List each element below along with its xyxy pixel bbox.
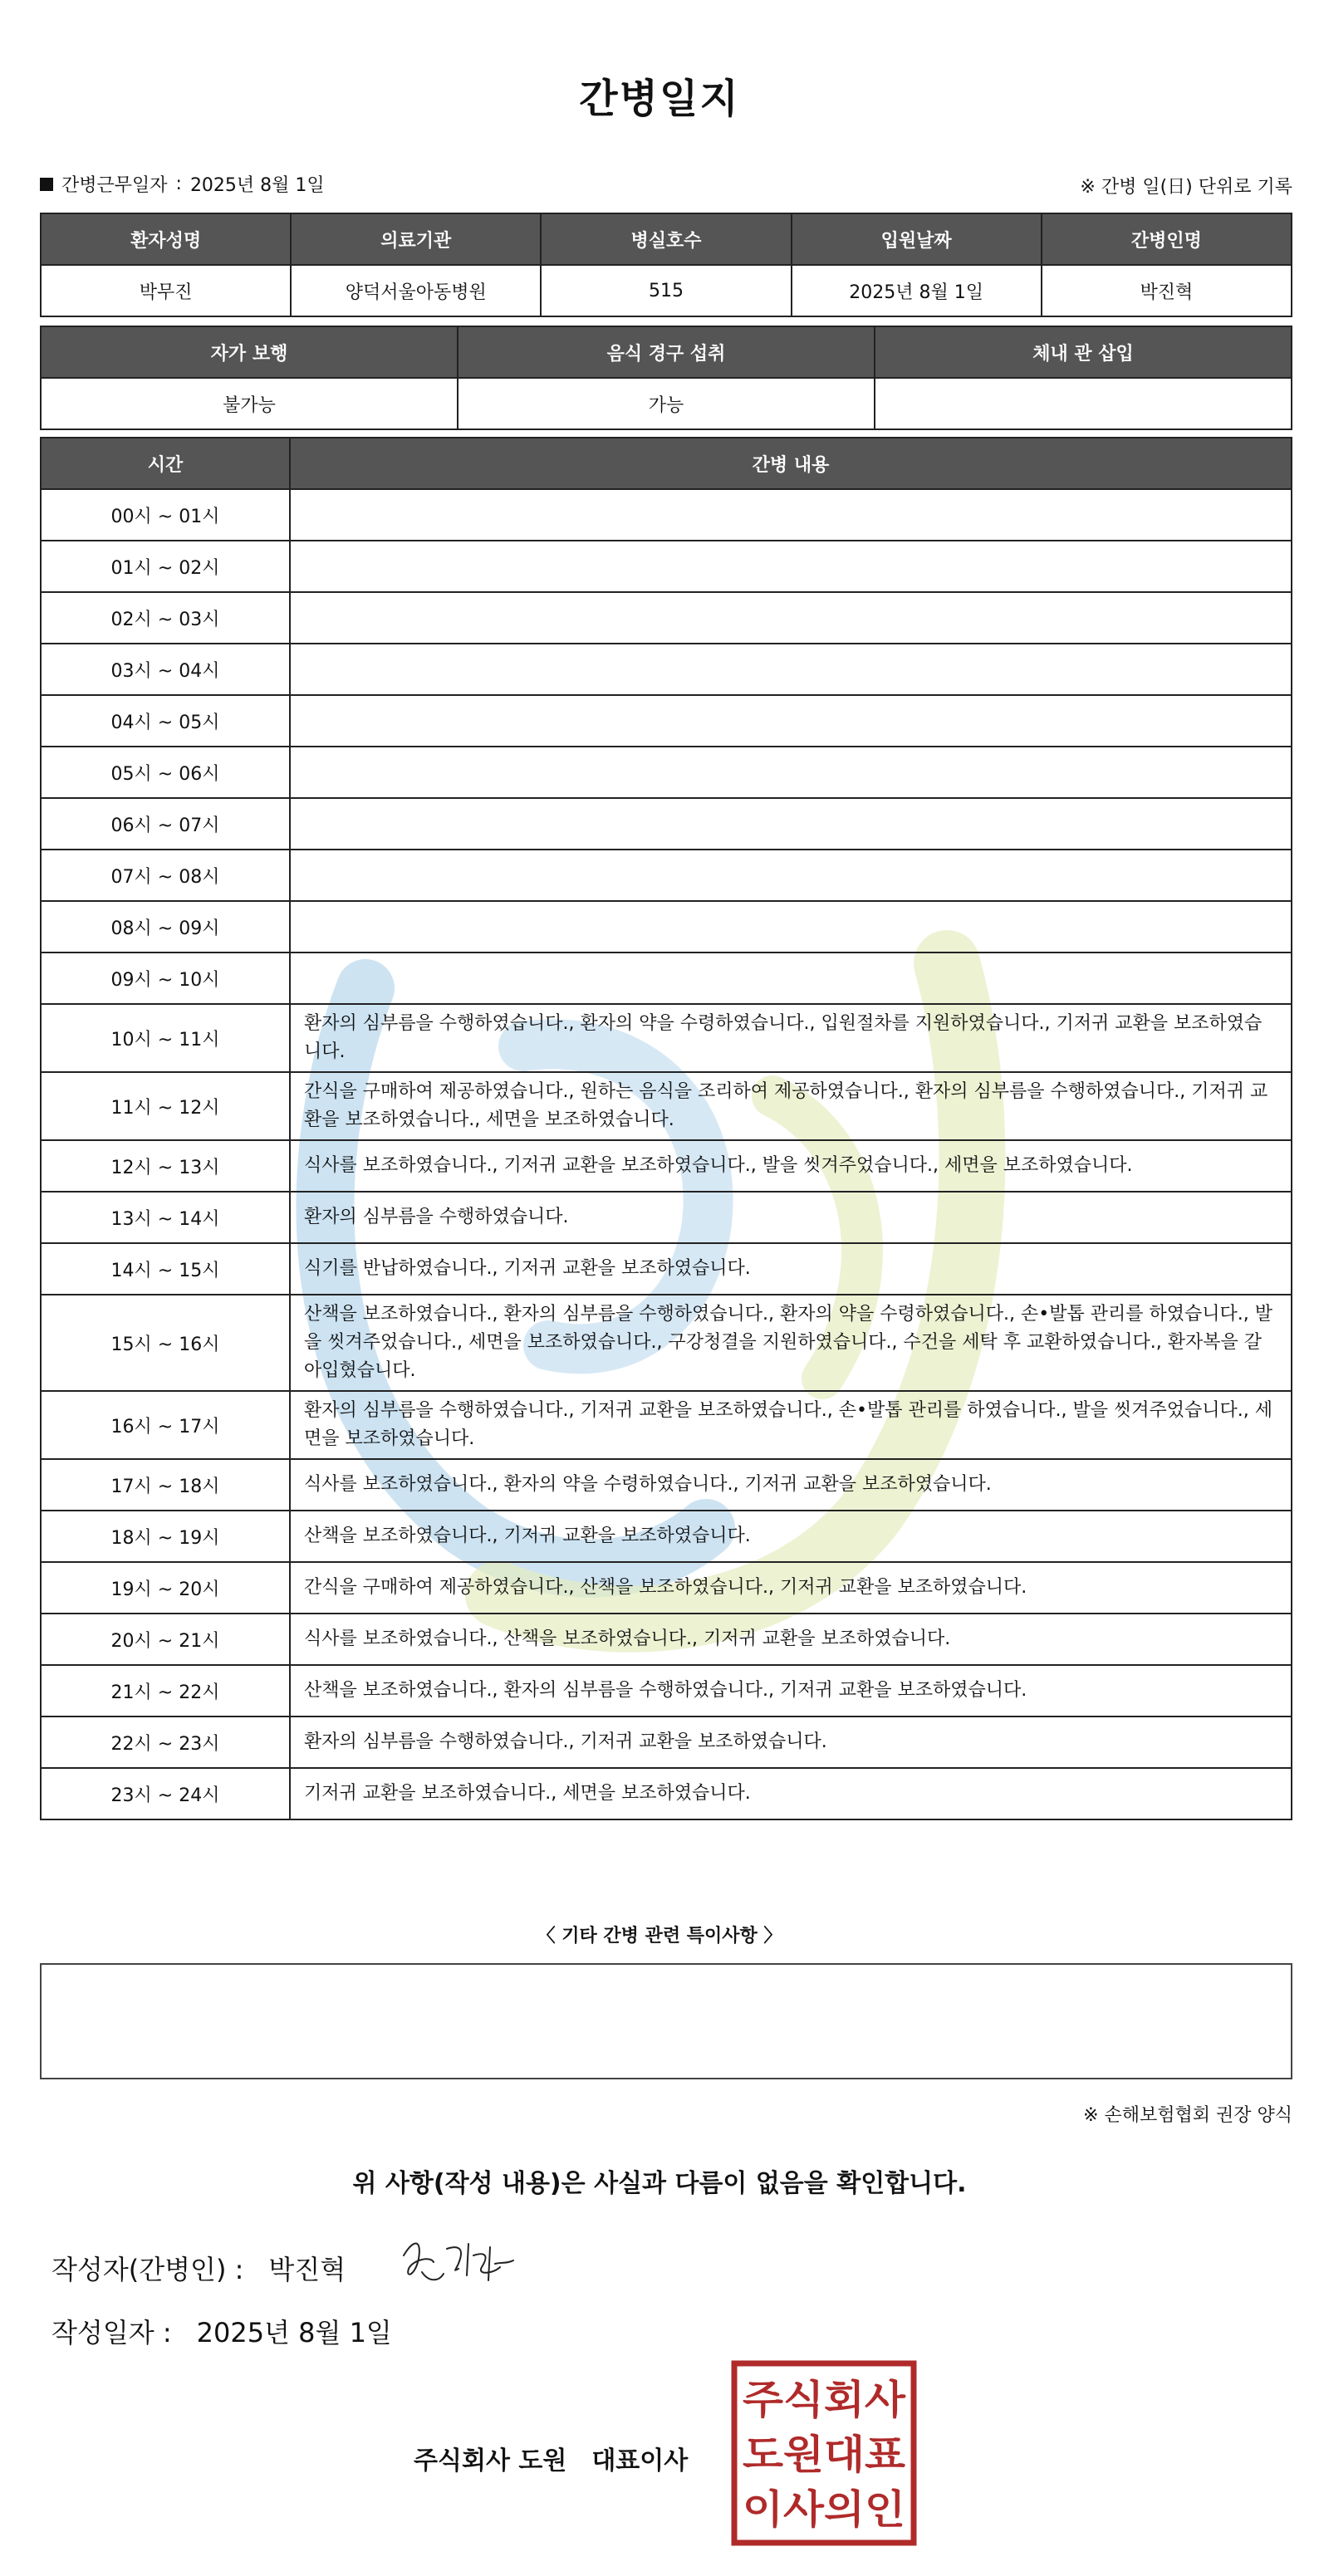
log-content-cell: 식사를 보조하였습니다., 환자의 약을 수령하였습니다., 기저귀 교환을 보조하였습니다. — [290, 1459, 1292, 1511]
log-row — [41, 1004, 1292, 1072]
log-content-cell — [290, 901, 1292, 953]
room-number-value: 515 — [541, 265, 791, 316]
caregiver-name-value: 박진혁 — [1042, 265, 1292, 316]
log-content-cell: 산책을 보조하였습니다., 환자의 심부름을 수행하였습니다., 기저귀 교환을 보조하였습니다. — [290, 1665, 1292, 1717]
document-title: 간병일지 — [579, 76, 740, 122]
log-content-cell — [290, 798, 1292, 850]
log-content-cell — [290, 489, 1292, 541]
company-line — [414, 2440, 688, 2476]
log-time-cell: 12시 ~ 13시 — [41, 1140, 290, 1192]
log-row — [41, 798, 1292, 850]
log-row — [41, 901, 1292, 953]
log-row — [41, 541, 1292, 592]
write-date-value: 2025년 8월 1일 — [196, 2317, 392, 2348]
log-time-cell: 19시 ~ 20시 — [41, 1562, 290, 1614]
tube-insertion-value — [875, 378, 1292, 429]
patient-status-table — [40, 326, 1292, 430]
header-self-walking: 자가 보행 — [41, 326, 458, 378]
oral-intake-value: 가능 — [458, 378, 875, 429]
log-time-cell: 00시 ~ 01시 — [41, 489, 290, 541]
header-time: 시간 — [41, 438, 290, 489]
care-log-table — [40, 437, 1292, 1820]
log-row — [41, 850, 1292, 901]
header-patient-name: 환자성명 — [41, 213, 291, 265]
log-content-cell — [290, 747, 1292, 798]
log-row — [41, 644, 1292, 695]
log-row — [41, 1511, 1292, 1562]
log-content-cell — [290, 850, 1292, 901]
company-seal — [729, 2358, 919, 2548]
log-time-cell: 21시 ~ 22시 — [41, 1665, 290, 1717]
log-row — [41, 1665, 1292, 1717]
self-walking-value: 불가능 — [41, 378, 458, 429]
log-time-cell: 10시 ~ 11시 — [41, 1004, 290, 1072]
seal-text-line: 이사의인 — [743, 2486, 905, 2533]
log-content-cell: 환자의 심부름을 수행하였습니다., 기저귀 교환을 보조하였습니다. — [290, 1717, 1292, 1768]
recommend-note: ※ 손해보험협회 권장 양식 — [1083, 2105, 1292, 2126]
log-row — [41, 1391, 1292, 1459]
log-time-cell: 14시 ~ 15시 — [41, 1243, 290, 1295]
patient-value-row — [41, 265, 1292, 316]
log-row — [41, 953, 1292, 1004]
patient-info-table — [40, 213, 1292, 317]
log-row — [41, 1192, 1292, 1243]
special-notes-box — [40, 1963, 1292, 2079]
log-row — [41, 489, 1292, 541]
log-time-cell: 22시 ~ 23시 — [41, 1717, 290, 1768]
log-time-cell: 05시 ~ 06시 — [41, 747, 290, 798]
log-time-cell: 17시 ~ 18시 — [41, 1459, 290, 1511]
log-time-cell: 15시 ~ 16시 — [41, 1295, 290, 1391]
log-row — [41, 1140, 1292, 1192]
unit-note: ※ 간병 일(日) 단위로 기록 — [1080, 177, 1292, 198]
log-row — [41, 1768, 1292, 1819]
log-content-cell: 환자의 심부름을 수행하였습니다., 기저귀 교환을 보조하였습니다., 손•발톱 관리를 하였습니다., 발을 씻겨주었습니다., 세면을 보조하였습니다. — [290, 1391, 1292, 1459]
admission-date-value: 2025년 8월 1일 — [792, 265, 1042, 316]
patient-header-row — [41, 213, 1292, 265]
log-time-cell: 23시 ~ 24시 — [41, 1768, 290, 1819]
seal-text-line: 주식회사 — [743, 2377, 906, 2423]
log-content-cell: 식사를 보조하였습니다., 기저귀 교환을 보조하였습니다., 발을 씻겨주었습니다., 세면을 보조하였습니다. — [290, 1140, 1292, 1192]
header-admission-date: 입원날짜 — [792, 213, 1042, 265]
writer-line — [51, 2249, 346, 2287]
status-header-row — [41, 326, 1292, 378]
header-hospital: 의료기관 — [291, 213, 541, 265]
log-content-cell: 산책을 보조하였습니다., 환자의 심부름을 수행하였습니다., 환자의 약을 수령하였습니다., 손•발톱 관리를 하였습니다., 발을 씻겨주었습니다., 세면을 보조하였습니다., 구강청결을 지원하였습니다., 수건을 세탁 후 교환하였습니다., 환자복을 갈아입혔습니다. — [290, 1295, 1292, 1391]
log-content-cell: 식기를 반납하였습니다., 기저귀 교환을 보조하였습니다. — [290, 1243, 1292, 1295]
log-content-cell — [290, 541, 1292, 592]
special-notes-title: 〈 기타 간병 관련 특이사항 〉 — [537, 1926, 782, 1947]
work-date-label: 간병근무일자 — [61, 175, 168, 196]
log-row — [41, 1295, 1292, 1391]
company-title: 대표이사 — [591, 2446, 689, 2476]
log-time-cell: 06시 ~ 07시 — [41, 798, 290, 850]
header-caregiver-name: 간병인명 — [1042, 213, 1292, 265]
log-time-cell: 02시 ~ 03시 — [41, 592, 290, 644]
log-time-cell: 09시 ~ 10시 — [41, 953, 290, 1004]
log-content-cell: 산책을 보조하였습니다., 기저귀 교환을 보조하였습니다. — [290, 1511, 1292, 1562]
log-time-cell: 20시 ~ 21시 — [41, 1614, 290, 1665]
log-row — [41, 695, 1292, 747]
log-time-cell: 04시 ~ 05시 — [41, 695, 290, 747]
log-header-row — [41, 438, 1292, 489]
company-name: 주식회사 도원 — [414, 2446, 567, 2476]
log-row — [41, 1243, 1292, 1295]
signature-image — [397, 2231, 522, 2297]
log-content-cell — [290, 592, 1292, 644]
bullet-square-icon — [40, 178, 53, 191]
log-content-cell — [290, 695, 1292, 747]
log-content-cell — [290, 644, 1292, 695]
header-tube-insertion: 체내 관 삽입 — [875, 326, 1292, 378]
patient-name-value: 박무진 — [41, 265, 291, 316]
log-time-cell: 01시 ~ 02시 — [41, 541, 290, 592]
log-time-cell: 13시 ~ 14시 — [41, 1192, 290, 1243]
log-content-cell: 간식을 구매하여 제공하였습니다., 원하는 음식을 조리하여 제공하였습니다., 환자의 심부름을 수행하였습니다., 기저귀 교환을 보조하였습니다., 세면을 보조하였습니다. — [290, 1072, 1292, 1140]
write-date-label: 작성일자 : — [51, 2317, 172, 2348]
work-date-value: 2025년 8월 1일 — [189, 175, 325, 196]
log-row — [41, 1072, 1292, 1140]
writer-label: 작성자(간병인) : — [51, 2254, 244, 2285]
log-time-cell: 16시 ~ 17시 — [41, 1391, 290, 1459]
log-time-cell: 11시 ~ 12시 — [41, 1072, 290, 1140]
log-time-cell: 18시 ~ 19시 — [41, 1511, 290, 1562]
log-content-cell: 환자의 심부름을 수행하였습니다., 환자의 약을 수령하였습니다., 입원절차를 지원하였습니다., 기저귀 교환을 보조하였습니다. — [290, 1004, 1292, 1072]
writer-name: 박진혁 — [268, 2254, 346, 2285]
log-content-cell — [290, 953, 1292, 1004]
log-row — [41, 592, 1292, 644]
log-row — [41, 1459, 1292, 1511]
seal-text-line: 도원대표 — [743, 2432, 906, 2478]
work-date-line — [40, 171, 325, 197]
log-content-cell: 간식을 구매하여 제공하였습니다., 산책을 보조하였습니다., 기저귀 교환을 보조하였습니다. — [290, 1562, 1292, 1614]
status-value-row — [41, 378, 1292, 429]
log-time-cell: 08시 ~ 09시 — [41, 901, 290, 953]
write-date-line — [51, 2312, 392, 2350]
header-oral-intake: 음식 경구 섭취 — [458, 326, 875, 378]
log-row — [41, 1717, 1292, 1768]
header-care-content: 간병 내용 — [290, 438, 1292, 489]
log-content-cell: 기저귀 교환을 보조하였습니다., 세면을 보조하였습니다. — [290, 1768, 1292, 1819]
header-room-number: 병실호수 — [541, 213, 791, 265]
confirmation-statement: 위 사항(작성 내용)은 사실과 다름이 없음을 확인합니다. — [352, 2169, 967, 2198]
log-content-cell: 식사를 보조하였습니다., 산책을 보조하였습니다., 기저귀 교환을 보조하였습니다. — [290, 1614, 1292, 1665]
log-body — [41, 489, 1292, 1819]
log-row — [41, 1614, 1292, 1665]
log-row — [41, 747, 1292, 798]
log-time-cell: 07시 ~ 08시 — [41, 850, 290, 901]
log-time-cell: 03시 ~ 04시 — [41, 644, 290, 695]
log-row — [41, 1562, 1292, 1614]
hospital-value: 양덕서울아동병원 — [291, 265, 541, 316]
work-date-separator: : — [175, 174, 182, 194]
log-content-cell: 환자의 심부름을 수행하였습니다. — [290, 1192, 1292, 1243]
